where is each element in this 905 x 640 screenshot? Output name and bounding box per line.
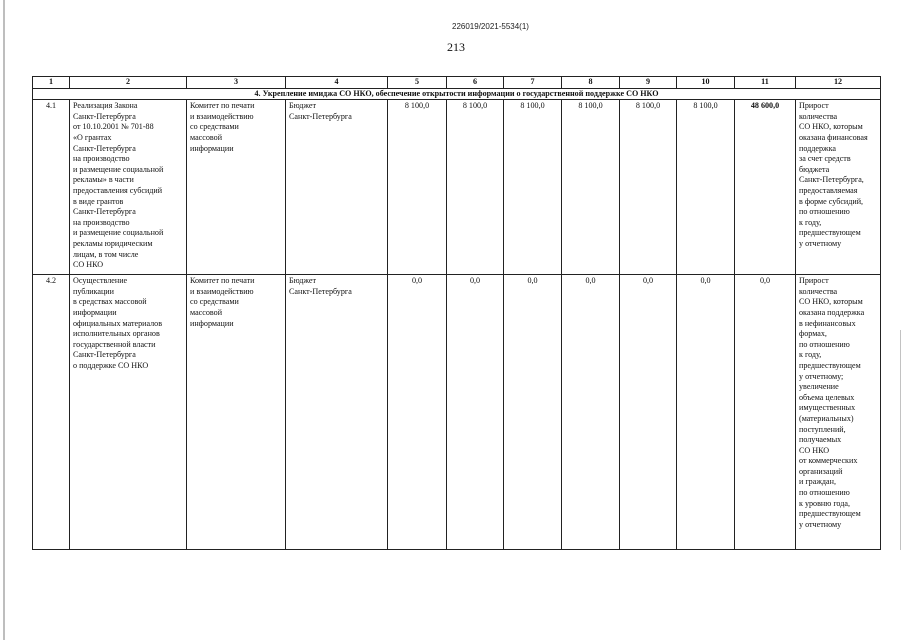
value-col5: 0,0	[388, 275, 447, 550]
value-col5: 8 100,0	[388, 100, 447, 275]
value-col9: 8 100,0	[620, 100, 677, 275]
column-header: 7	[504, 77, 562, 89]
funding-source: Бюджет Санкт-Петербурга	[286, 100, 388, 275]
expected-result: Прирост количества СО НКО, которым оказана финансовая поддержка за счет средств бюджета Санкт-Петербурга, предоставляемая в форме субсидий, по отношению к году, предшествующем у отчетному	[796, 100, 881, 275]
section-title: 4. Укрепление имиджа СО НКО, обеспечение открытости информации о государственной поддержке СО НКО	[33, 88, 881, 100]
row-number: 4.1	[33, 100, 70, 275]
measure-name: Реализация Закона Санкт-Петербурга от 10.10.2001 № 701-88 «О грантах Санкт-Петербурга на производство и размещение социальной рекламы» в части предоставления субсидий в виде грантов Санкт-Петербурга на производство и размещение социальной рекламы юридическим лицам, в том числе СО НКО	[70, 100, 187, 275]
value-col8: 8 100,0	[562, 100, 620, 275]
scan-edge-left	[3, 0, 5, 640]
column-header: 5	[388, 77, 447, 89]
column-header: 6	[447, 77, 504, 89]
value-total: 48 600,0	[735, 100, 796, 275]
row-number: 4.2	[33, 275, 70, 550]
column-header: 9	[620, 77, 677, 89]
value-col7: 0,0	[504, 275, 562, 550]
value-col6: 0,0	[447, 275, 504, 550]
value-col8: 0,0	[562, 275, 620, 550]
budget-table	[32, 76, 881, 550]
value-col9: 0,0	[620, 275, 677, 550]
measure-name: Осуществление публикации в средствах массовой информации официальных материалов исполнительных органов государственной власти Санкт-Петербурга о поддержке СО НКО	[70, 275, 187, 550]
column-header: 11	[735, 77, 796, 89]
value-col6: 8 100,0	[447, 100, 504, 275]
column-header: 3	[187, 77, 286, 89]
column-header: 4	[286, 77, 388, 89]
funding-source: Бюджет Санкт-Петербурга	[286, 275, 388, 550]
table-row	[33, 100, 881, 275]
executor: Комитет по печати и взаимодействию со средствами массовой информации	[187, 100, 286, 275]
column-header: 1	[33, 77, 70, 89]
value-col10: 0,0	[677, 275, 735, 550]
column-header: 12	[796, 77, 881, 89]
section-row	[33, 88, 881, 100]
value-col10: 8 100,0	[677, 100, 735, 275]
value-col7: 8 100,0	[504, 100, 562, 275]
table-row	[33, 275, 881, 550]
expected-result: Прирост количества СО НКО, которым оказана поддержка в нефинансовых формах, по отношению к году, предшествующем у отчетному; увеличение объема целевых имущественных (материальных) поступлений, получаемых СО НКО от коммерческих организаций и граждан, по отношению к уровню года, предшествующем у отчетному	[796, 275, 881, 550]
column-header: 2	[70, 77, 187, 89]
document-id: 226019/2021-5534(1)	[452, 22, 529, 31]
page-number: 213	[447, 40, 465, 54]
scan-edge-right	[900, 330, 901, 550]
column-number-row	[33, 77, 881, 89]
column-header: 8	[562, 77, 620, 89]
column-header: 10	[677, 77, 735, 89]
value-total: 0,0	[735, 275, 796, 550]
executor: Комитет по печати и взаимодействию со средствами массовой информации	[187, 275, 286, 550]
